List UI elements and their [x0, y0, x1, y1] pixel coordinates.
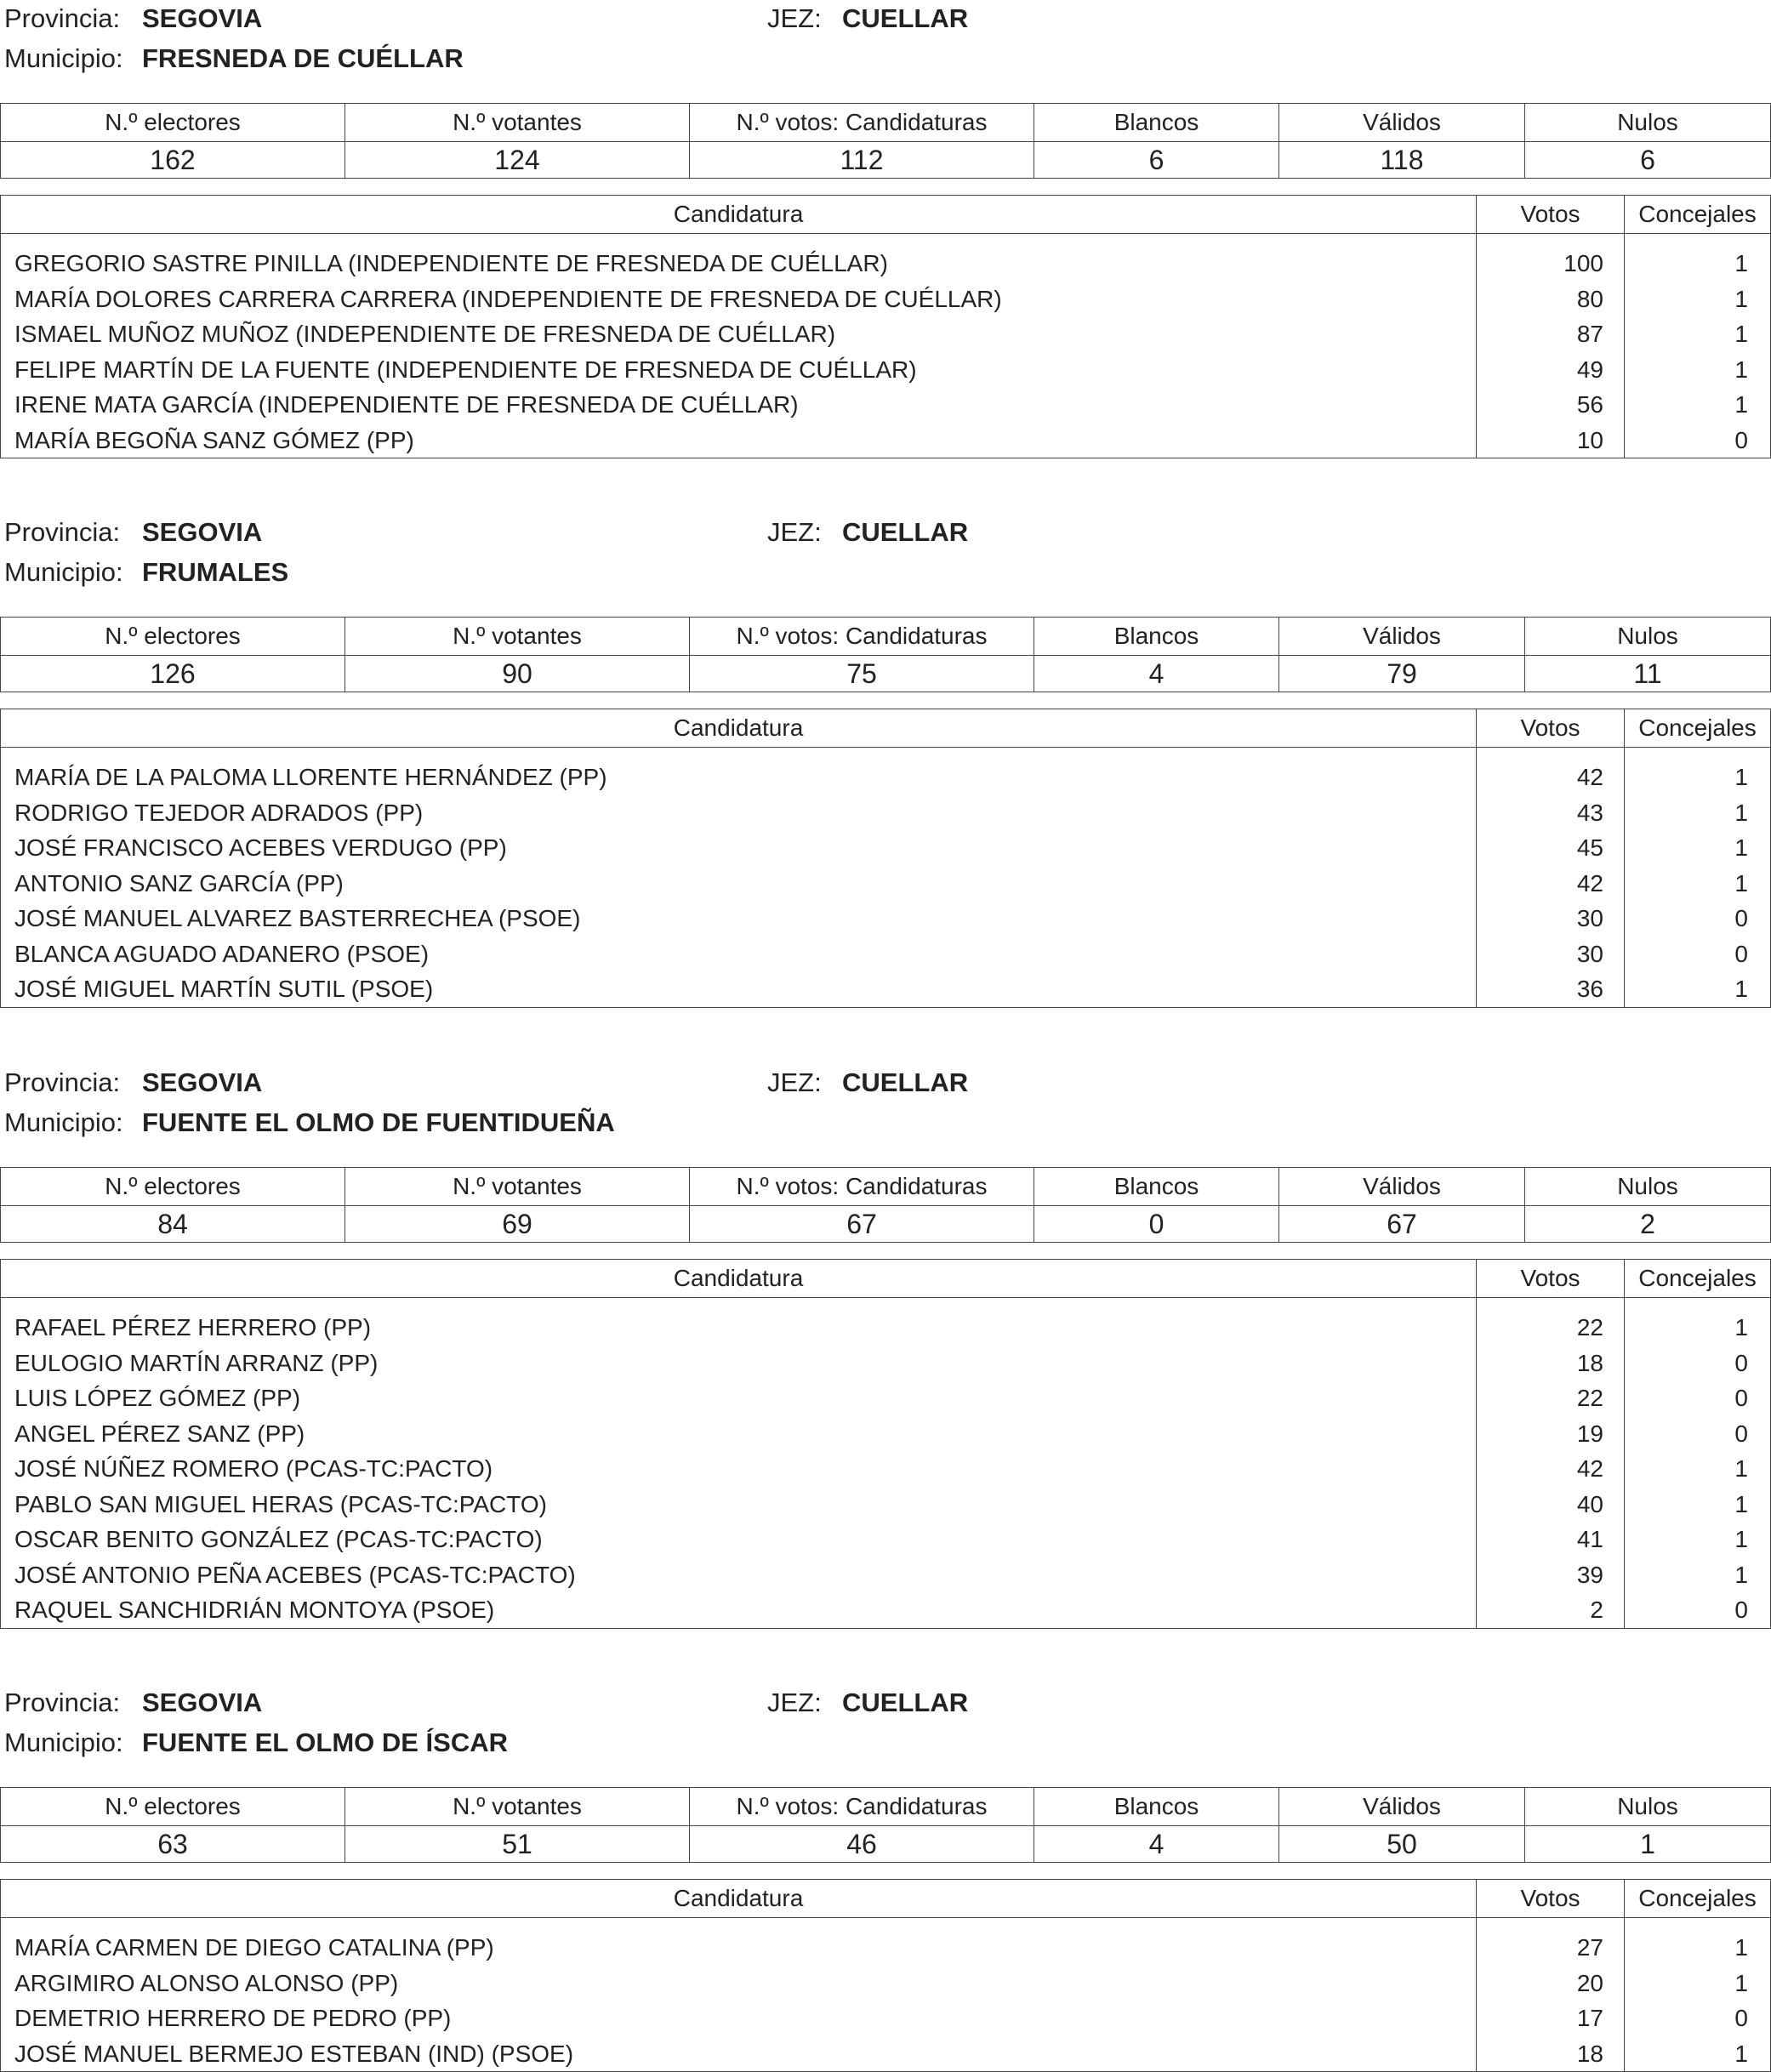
candidate-concejales: 1	[1625, 830, 1771, 866]
candidates-table	[0, 709, 1771, 1008]
candidate-concejales: 1	[1625, 1451, 1771, 1487]
concejales-header: Concejales	[1625, 709, 1771, 748]
candidate-row	[1, 352, 1771, 388]
provincia-value: SEGOVIA	[142, 3, 263, 33]
stats-value-cell: 0	[1034, 1206, 1279, 1243]
stats-header-row	[1, 1788, 1771, 1826]
stats-value-cell: 46	[690, 1826, 1034, 1863]
stats-table	[0, 617, 1771, 692]
candidate-votos: 41	[1477, 1522, 1625, 1557]
stats-value-cell: 84	[1, 1206, 345, 1243]
candidate-row	[1, 901, 1771, 936]
candidate-votos: 27	[1477, 1918, 1625, 1966]
candidate-votos: 18	[1477, 1346, 1625, 1381]
candidate-votos: 36	[1477, 971, 1625, 1007]
stats-table	[0, 1787, 1771, 1863]
candidate-row	[1, 1487, 1771, 1523]
concejales-header: Concejales	[1625, 1880, 1771, 1918]
candidate-concejales: 1	[1625, 1966, 1771, 2001]
stats-header-cell: Válidos	[1279, 104, 1525, 142]
provincia-label: Provincia:	[4, 1067, 121, 1097]
candidate-concejales: 1	[1625, 1522, 1771, 1557]
candidate-name: EULOGIO MARTÍN ARRANZ (PP)	[1, 1346, 1477, 1381]
candidate-row	[1, 1966, 1771, 2001]
candidate-concejales: 1	[1625, 234, 1771, 282]
candidate-name: JOSÉ MANUEL ALVAREZ BASTERRECHEA (PSOE)	[1, 901, 1477, 936]
stats-value-cell: 6	[1525, 142, 1771, 179]
candidate-name: GREGORIO SASTRE PINILLA (INDEPENDIENTE DE FRESNEDA DE CUÉLLAR)	[1, 234, 1477, 282]
candidate-votos: 22	[1477, 1380, 1625, 1416]
candidates-table	[0, 195, 1771, 458]
candidate-row	[1, 1451, 1771, 1487]
stats-value-cell: 67	[1279, 1206, 1525, 1243]
stats-header-row	[1, 1168, 1771, 1206]
candidate-row	[1, 1380, 1771, 1416]
votos-header: Votos	[1477, 1260, 1625, 1298]
candidate-concejales: 1	[1625, 1487, 1771, 1523]
candidate-name: MARÍA BEGOÑA SANZ GÓMEZ (PP)	[1, 423, 1477, 458]
candidate-votos: 17	[1477, 2001, 1625, 2036]
candidate-concejales: 1	[1625, 387, 1771, 423]
provincia-value: SEGOVIA	[142, 1067, 263, 1097]
stats-header-cell: Nulos	[1525, 1168, 1771, 1206]
candidate-votos: 19	[1477, 1416, 1625, 1452]
candidate-votos: 42	[1477, 866, 1625, 902]
candidate-votos: 42	[1477, 1451, 1625, 1487]
municipio-value: FRESNEDA DE CUÉLLAR	[142, 43, 464, 73]
candidate-votos: 43	[1477, 795, 1625, 831]
candidate-row	[1, 1592, 1771, 1628]
candidate-name: PABLO SAN MIGUEL HERAS (PCAS-TC:PACTO)	[1, 1487, 1477, 1523]
candidate-row	[1, 1918, 1771, 1966]
stats-header-cell: Blancos	[1034, 1168, 1279, 1206]
stats-value-cell: 11	[1525, 656, 1771, 692]
stats-value-cell: 126	[1, 656, 345, 692]
jez-value: CUELLAR	[842, 3, 969, 33]
candidate-name: RAQUEL SANCHIDRIÁN MONTOYA (PSOE)	[1, 1592, 1477, 1628]
candidate-row	[1, 830, 1771, 866]
jez-value: CUELLAR	[842, 1067, 969, 1097]
stats-value-row	[1, 656, 1771, 692]
candidate-concejales: 1	[1625, 748, 1771, 795]
stats-header-cell: N.º electores	[1, 1168, 345, 1206]
candidate-votos: 80	[1477, 282, 1625, 317]
municipio-label: Municipio:	[4, 1728, 123, 1757]
candidate-name: RAFAEL PÉREZ HERRERO (PP)	[1, 1298, 1477, 1346]
candidatura-header: Candidatura	[1, 196, 1477, 234]
stats-value-row	[1, 142, 1771, 179]
candidates-table	[0, 1259, 1771, 1629]
stats-header-cell: N.º electores	[1, 104, 345, 142]
candidate-name: JOSÉ NÚÑEZ ROMERO (PCAS-TC:PACTO)	[1, 1451, 1477, 1487]
provincia-label: Provincia:	[4, 517, 121, 547]
candidate-concejales: 0	[1625, 1416, 1771, 1452]
stats-header-cell: N.º votos: Candidaturas	[690, 1168, 1034, 1206]
stats-header-cell: N.º votantes	[345, 1168, 690, 1206]
candidate-name: MARÍA CARMEN DE DIEGO CATALINA (PP)	[1, 1918, 1477, 1966]
candidate-row	[1, 423, 1771, 458]
stats-header-cell: Nulos	[1525, 104, 1771, 142]
votos-header: Votos	[1477, 196, 1625, 234]
candidate-row	[1, 971, 1771, 1007]
candidate-concejales: 1	[1625, 1918, 1771, 1966]
candidate-name: ANGEL PÉREZ SANZ (PP)	[1, 1416, 1477, 1452]
stats-header-cell: Blancos	[1034, 1788, 1279, 1826]
candidate-row	[1, 387, 1771, 423]
stats-header-cell: N.º electores	[1, 618, 345, 656]
concejales-header: Concejales	[1625, 1260, 1771, 1298]
candidatura-header: Candidatura	[1, 709, 1477, 748]
candidate-votos: 10	[1477, 423, 1625, 458]
stats-table	[0, 103, 1771, 179]
candidate-name: MARÍA DE LA PALOMA LLORENTE HERNÁNDEZ (PP)	[1, 748, 1477, 795]
candidate-concejales: 0	[1625, 1592, 1771, 1628]
candidate-concejales: 1	[1625, 316, 1771, 352]
candidate-votos: 49	[1477, 352, 1625, 388]
candidate-concejales: 1	[1625, 866, 1771, 902]
candidate-row	[1, 748, 1771, 795]
candidate-concejales: 0	[1625, 936, 1771, 972]
candidate-concejales: 0	[1625, 901, 1771, 936]
candidate-name: ANTONIO SANZ GARCÍA (PP)	[1, 866, 1477, 902]
candidates-header-row	[1, 709, 1771, 748]
candidate-concejales: 0	[1625, 2001, 1771, 2036]
candidate-name: OSCAR BENITO GONZÁLEZ (PCAS-TC:PACTO)	[1, 1522, 1477, 1557]
municipio-value: FUENTE EL OLMO DE FUENTIDUEÑA	[142, 1107, 615, 1137]
stats-header-cell: Válidos	[1279, 1168, 1525, 1206]
candidate-row	[1, 316, 1771, 352]
candidate-name: JOSÉ MIGUEL MARTÍN SUTIL (PSOE)	[1, 971, 1477, 1007]
candidate-name: LUIS LÓPEZ GÓMEZ (PP)	[1, 1380, 1477, 1416]
candidate-name: BLANCA AGUADO ADANERO (PSOE)	[1, 936, 1477, 972]
stats-value-row	[1, 1826, 1771, 1863]
candidate-votos: 87	[1477, 316, 1625, 352]
stats-value-cell: 1	[1525, 1826, 1771, 1863]
candidatura-header: Candidatura	[1, 1260, 1477, 1298]
candidate-votos: 39	[1477, 1557, 1625, 1593]
candidate-name: MARÍA DOLORES CARRERA CARRERA (INDEPENDIENTE DE FRESNEDA DE CUÉLLAR)	[1, 282, 1477, 317]
candidate-votos: 22	[1477, 1298, 1625, 1346]
stats-header-cell: N.º votos: Candidaturas	[690, 618, 1034, 656]
stats-value-cell: 124	[345, 142, 690, 179]
candidate-row	[1, 2001, 1771, 2036]
candidate-row	[1, 1298, 1771, 1346]
municipio-value: FRUMALES	[142, 557, 289, 587]
candidate-row	[1, 234, 1771, 282]
candidate-concejales: 0	[1625, 423, 1771, 458]
votos-header: Votos	[1477, 709, 1625, 748]
provincia-value: SEGOVIA	[142, 1688, 263, 1717]
stats-value-cell: 75	[690, 656, 1034, 692]
stats-value-cell: 112	[690, 142, 1034, 179]
candidates-header-row	[1, 196, 1771, 234]
stats-value-cell: 67	[690, 1206, 1034, 1243]
stats-value-cell: 2	[1525, 1206, 1771, 1243]
stats-value-cell: 162	[1, 142, 345, 179]
municipio-label: Municipio:	[4, 1107, 123, 1137]
stats-header-cell: N.º votantes	[345, 1788, 690, 1826]
candidatura-header: Candidatura	[1, 1880, 1477, 1918]
jez-label: JEZ:	[767, 1067, 822, 1097]
stats-value-cell: 50	[1279, 1826, 1525, 1863]
stats-header-cell: N.º votos: Candidaturas	[690, 1788, 1034, 1826]
stats-header-cell: N.º votantes	[345, 104, 690, 142]
municipio-value: FUENTE EL OLMO DE ÍSCAR	[142, 1728, 509, 1757]
candidate-name: ARGIMIRO ALONSO ALONSO (PP)	[1, 1966, 1477, 2001]
candidate-name: FELIPE MARTÍN DE LA FUENTE (INDEPENDIENTE DE FRESNEDA DE CUÉLLAR)	[1, 352, 1477, 388]
stats-value-cell: 51	[345, 1826, 690, 1863]
stats-header-cell: N.º votantes	[345, 618, 690, 656]
candidate-name: IRENE MATA GARCÍA (INDEPENDIENTE DE FRESNEDA DE CUÉLLAR)	[1, 387, 1477, 423]
candidate-row	[1, 282, 1771, 317]
provincia-label: Provincia:	[4, 1688, 121, 1717]
concejales-header: Concejales	[1625, 196, 1771, 234]
candidates-header-row	[1, 1260, 1771, 1298]
candidate-votos: 42	[1477, 748, 1625, 795]
votos-header: Votos	[1477, 1880, 1625, 1918]
stats-header-cell: N.º electores	[1, 1788, 345, 1826]
candidates-header-row	[1, 1880, 1771, 1918]
candidate-votos: 20	[1477, 1966, 1625, 2001]
stats-header-cell: Válidos	[1279, 1788, 1525, 1826]
candidate-votos: 18	[1477, 2036, 1625, 2072]
jez-label: JEZ:	[767, 517, 822, 547]
stats-header-cell: Válidos	[1279, 618, 1525, 656]
jez-value: CUELLAR	[842, 517, 969, 547]
candidate-row	[1, 1416, 1771, 1452]
candidate-row	[1, 866, 1771, 902]
municipio-label: Municipio:	[4, 43, 123, 73]
jez-value: CUELLAR	[842, 1688, 969, 1717]
candidate-concejales: 1	[1625, 2036, 1771, 2072]
candidate-name: JOSÉ MANUEL BERMEJO ESTEBAN (IND) (PSOE)	[1, 2036, 1477, 2072]
candidate-votos: 100	[1477, 234, 1625, 282]
stats-value-cell: 6	[1034, 142, 1279, 179]
stats-value-cell: 118	[1279, 142, 1525, 179]
candidate-name: ISMAEL MUÑOZ MUÑOZ (INDEPENDIENTE DE FRESNEDA DE CUÉLLAR)	[1, 316, 1477, 352]
candidate-concejales: 1	[1625, 1298, 1771, 1346]
stats-header-cell: Nulos	[1525, 618, 1771, 656]
jez-label: JEZ:	[767, 3, 822, 33]
candidate-row	[1, 1557, 1771, 1593]
municipio-label: Municipio:	[4, 557, 123, 587]
jez-label: JEZ:	[767, 1688, 822, 1717]
stats-header-cell: Blancos	[1034, 618, 1279, 656]
candidate-row	[1, 1522, 1771, 1557]
candidate-concejales: 1	[1625, 352, 1771, 388]
candidate-concejales: 1	[1625, 1557, 1771, 1593]
stats-value-cell: 63	[1, 1826, 345, 1863]
candidate-concejales: 1	[1625, 282, 1771, 317]
candidate-row	[1, 2036, 1771, 2072]
provincia-value: SEGOVIA	[142, 517, 263, 547]
candidate-votos: 2	[1477, 1592, 1625, 1628]
stats-table	[0, 1167, 1771, 1243]
provincia-label: Provincia:	[4, 3, 121, 33]
candidate-row	[1, 1346, 1771, 1381]
candidate-concejales: 1	[1625, 971, 1771, 1007]
stats-header-cell: N.º votos: Candidaturas	[690, 104, 1034, 142]
stats-value-cell: 90	[345, 656, 690, 692]
candidates-table	[0, 1879, 1771, 2072]
candidate-concejales: 1	[1625, 795, 1771, 831]
candidate-votos: 56	[1477, 387, 1625, 423]
candidate-row	[1, 936, 1771, 972]
candidate-name: JOSÉ ANTONIO PEÑA ACEBES (PCAS-TC:PACTO)	[1, 1557, 1477, 1593]
candidate-votos: 45	[1477, 830, 1625, 866]
stats-value-cell: 69	[345, 1206, 690, 1243]
candidate-name: RODRIGO TEJEDOR ADRADOS (PP)	[1, 795, 1477, 831]
candidate-name: DEMETRIO HERRERO DE PEDRO (PP)	[1, 2001, 1477, 2036]
candidate-votos: 30	[1477, 936, 1625, 972]
stats-value-cell: 79	[1279, 656, 1525, 692]
candidate-votos: 30	[1477, 901, 1625, 936]
candidate-concejales: 0	[1625, 1346, 1771, 1381]
stats-header-cell: Nulos	[1525, 1788, 1771, 1826]
stats-header-cell: Blancos	[1034, 104, 1279, 142]
candidate-votos: 40	[1477, 1487, 1625, 1523]
stats-header-row	[1, 618, 1771, 656]
stats-value-cell: 4	[1034, 656, 1279, 692]
stats-header-row	[1, 104, 1771, 142]
candidate-name: JOSÉ FRANCISCO ACEBES VERDUGO (PP)	[1, 830, 1477, 866]
candidate-row	[1, 795, 1771, 831]
candidate-concejales: 0	[1625, 1380, 1771, 1416]
stats-value-cell: 4	[1034, 1826, 1279, 1863]
stats-value-row	[1, 1206, 1771, 1243]
